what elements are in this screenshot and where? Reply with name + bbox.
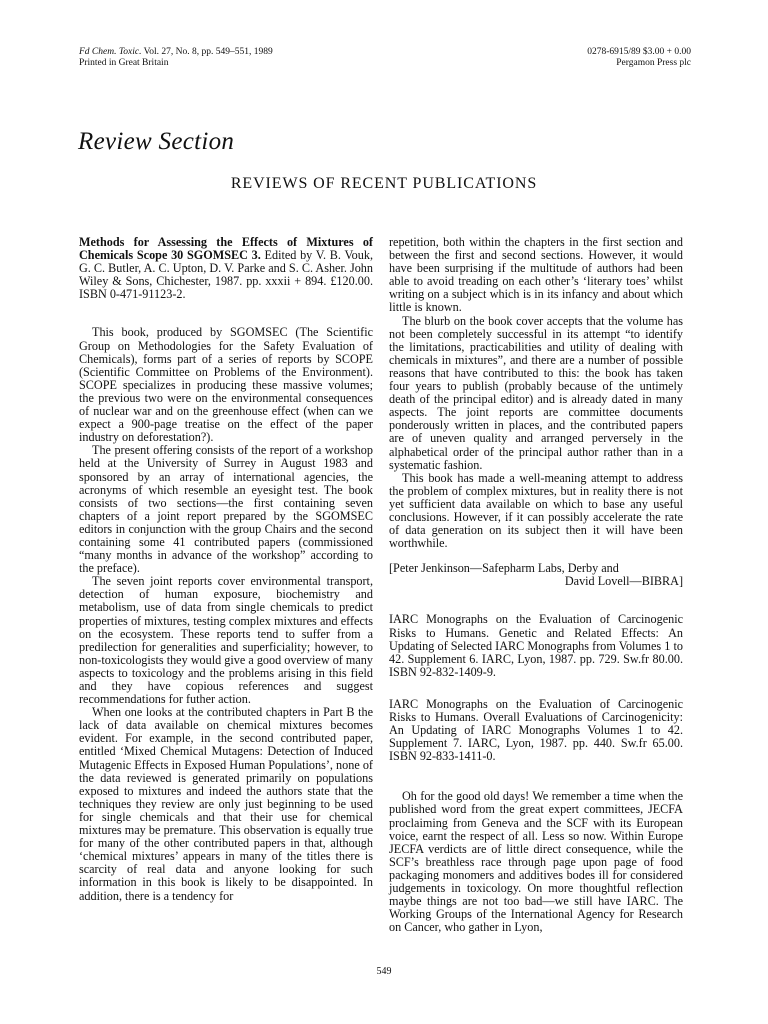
book-details-1: Edited by V. B. Vouk, G. C. Butler, A. C. Upton, D. V. Parke and S. C. Asher. John Wiley & Sons, Chichester, 1987. pp. xxxii + 894. £120.00. ISBN 0-471-91123-2. xyxy=(79,248,374,302)
running-head-left xyxy=(79,47,273,69)
book-title-3: IARC Monographs on the Evaluation of Carcinogenic Risks to Humans. xyxy=(389,696,683,724)
book-details-2: Genetic and Related Effects: An Updating of Selected IARC Monographs from Volumes 1 to 42. Supplement 6. IARC, Lyon, 1987. pp. 729. Sw.fr 80.00. ISBN 92-832-1409-9. xyxy=(389,625,683,679)
review-paragraph-7: This book has made a well-meaning attempt to address the problem of complex mixtures, but in reality there is not yet sufficient data available on which to base any useful conclusions. However, if it can possibly accelerate the rate of data generation on its subject then it will have been worthwhile. xyxy=(389,470,683,551)
right-column xyxy=(389,236,683,934)
book-entry-2 xyxy=(389,613,683,678)
reviewer-credit xyxy=(389,562,683,588)
publisher: Pergamon Press plc xyxy=(616,58,691,68)
page-number: 549 xyxy=(376,966,392,977)
left-column xyxy=(79,236,373,903)
running-head-right xyxy=(587,47,691,69)
book-title-1: Methods for Assessing the Effects of Mixtures of Chemicals Scope 30 SGOMSEC 3. xyxy=(79,235,373,263)
book-entry-1 xyxy=(79,236,373,301)
journal-name: Fd Chem. Toxic. xyxy=(79,47,142,57)
reviewer-line-1: [Peter Jenkinson—Safepharm Labs, Derby and xyxy=(389,561,619,576)
review-paragraph-5: repetition, both within the chapters in the first section and between the first and second sections. However, it would have been surprising if the multitude of authors had been able to avoid treading on each other’s ‘literary toes’ whilst writing on a subject which is in its infancy and about which little is known. xyxy=(389,235,683,315)
reviewer-line-2: David Lovell—BIBRA] xyxy=(564,574,683,589)
section-title: Review Section xyxy=(78,128,235,155)
review-paragraph-1: This book, produced by SGOMSEC (The Scientific Group on Methodologies for the Safety Evaluation of Chemicals), forms part of a series of reports by SCOPE (Scientific Committee on Problems of the Environment). SCOPE specializes in producing these massive volumes; the previous two were on the environmental consequences of nuclear war and on the greenhouse effect (when can we expect a 900-page treatise on the effect of the paper industry on deforestation?). xyxy=(79,325,373,445)
review-paragraph-2: The present offering consists of the report of a workshop held at the University of Surrey in August 1983 and sponsored by an array of international agencies, the acronyms of which resemble an eyesight test. The book consists of two sections—the first containing seven chapters of a joint report prepared by the SGOMSEC editors in conjunction with the group Chairs and the second containing some 41 contributed papers (commissioned “many months in advance of the workshop” according to the preface). xyxy=(79,443,373,576)
review-paragraph-3: The seven joint reports cover environmental transport, detection of human exposure, biochemistry and metabolism, use of data from single chemicals to predict properties of mixtures, testing complex mixtures and effects on the ecosystem. These reports tend to suffer from a predilection for generalities and superficiality; however, to non-toxicologists they would give a good overview of many aspects to toxicology and the problems arising in this field and they have copious references and suggest recommendations for futher action. xyxy=(79,574,373,707)
journal-citation: Vol. 27, No. 8, pp. 549–551, 1989 xyxy=(141,47,273,57)
book-title-2: IARC Monographs on the Evaluation of Carcinogenic Risks to Humans. xyxy=(389,612,683,640)
review-paragraph-8: Oh for the good old days! We remember a time when the published word from the great expert committees, JECFA proclaiming from Geneva and the SCF with its European voice, earnt the respect of all. Less so now. Within Europe JECFA verdicts are of little direct consequence, while the SCF’s breathless race through page upon page of food packaging monomers and additives bodes ill for considered judgements in toxicology. On more thoughtful reflection maybe things are not too bad—we still have IARC. The Working Groups of the International Agency for Research on Cancer, who gather in Lyon, xyxy=(389,789,683,935)
book-details-3: Overall Evaluations of Carcinogenicity: An Updating of IARC Monographs Volumes 1 to 42. Supplement 7. IARC, Lyon, 1987. pp. 440. Sw.fr 65.00. ISBN 92-833-1411-0. xyxy=(389,710,683,764)
review-paragraph-4: When one looks at the contributed chapters in Part B the lack of data available on chemical mixtures becomes evident. For example, in the second contributed paper, entitled ‘Mixed Chemical Mutagens: Detection of Induced Mutagenic Effects in Exposed Human Populations’, none of the data reviewed is generated primarily on populations exposed to mixtures and indeed the authors state that the techniques they review are only just beginning to be used for single chemicals and that their use for chemical mixtures may be premature. This observation is equally true for many of the other contributed papers in that, although ‘chemical mixtures’ appears in many of the titles there is scarcity of real data and anyone looking for such information in this book is likely to be disappointed. In addition, there is a tendency for xyxy=(79,705,373,903)
printed-in: Printed in Great Britain xyxy=(79,58,169,68)
section-subtitle: REVIEWS OF RECENT PUBLICATIONS xyxy=(230,175,538,192)
issn-price: 0278-6915/89 $3.00 + 0.00 xyxy=(587,47,691,57)
book-entry-3 xyxy=(389,698,683,763)
review-paragraph-6: The blurb on the book cover accepts that the volume has not been completely successful in its attempt “to identify the limitations, practicabilities and utility of dealing with chemicals in mixtures”, and there are a number of possible reasons that have contributed to this: the book has taken four years to publish (probably because of the untimely death of the principal editor) and is already dated in many aspects. The joint reports are committee documents ponderously written in places, and the contributed papers are of uneven quality and arranged perversely in the alphabetical order of the principal author rather than in a systematic fashion. xyxy=(389,313,683,472)
